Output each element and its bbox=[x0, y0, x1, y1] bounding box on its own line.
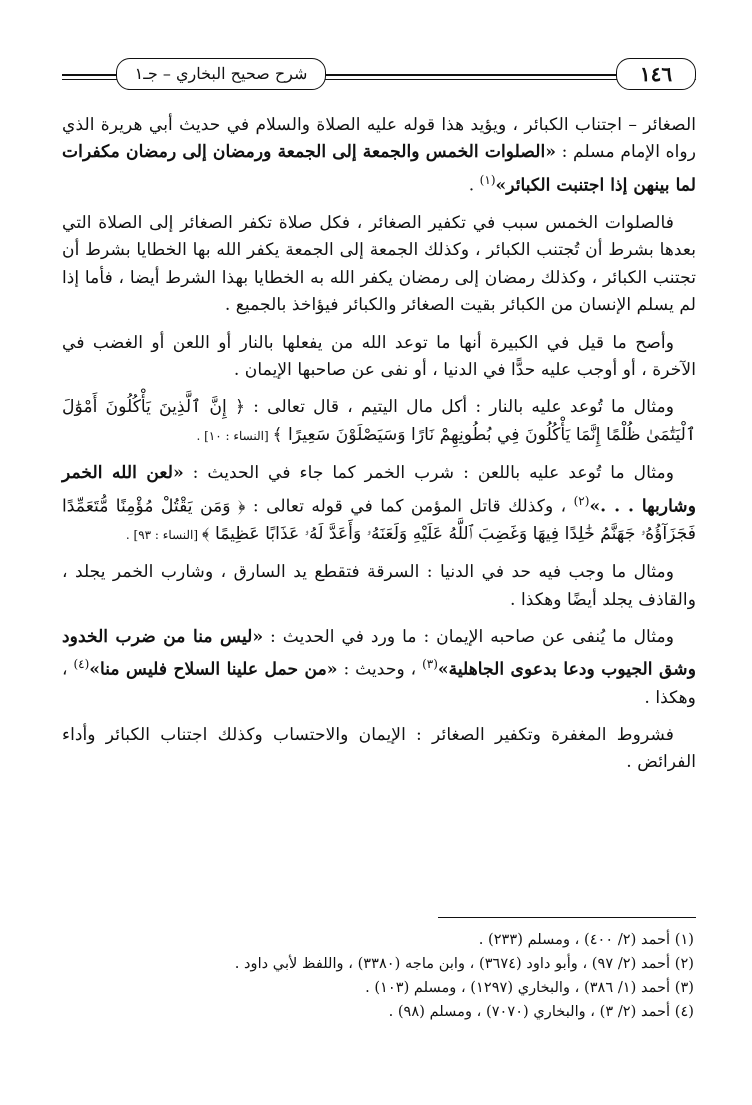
paragraph-4 bbox=[62, 394, 696, 450]
footnote-separator bbox=[438, 917, 696, 918]
paragraph-7-end: ، وهكذا . bbox=[62, 660, 696, 708]
page-body bbox=[62, 112, 696, 787]
footnote-ref-2: (٢) bbox=[573, 493, 590, 508]
hadith-quote: «الصلوات الخمس والجمعة إلى الجمعة ورمضان إلى رمضان مكفرات لما بينهن إذا اجتنبت الكبائر» bbox=[62, 142, 696, 196]
paragraph-5-text-2: ، وكذلك قاتل المؤمن كما في قوله تعالى : bbox=[245, 496, 574, 517]
footnote-ref-3: (٣) bbox=[422, 657, 438, 672]
paragraph-5 bbox=[62, 460, 696, 549]
footnote-3: (٣) أحمد (١/ ٣٨٦) ، والبخاري (١٢٩٧) ، ومسلم (١٠٣) . bbox=[365, 979, 694, 996]
paragraph-1-text: الصغائر – اجتناب الكبائر ، ويؤيد هذا قوله عليه الصلاة والسلام في حديث أبي هريرة الذي رواه الإمام مسلم : bbox=[62, 115, 696, 163]
paragraph-1 bbox=[62, 112, 696, 200]
page-number: ١٤٦ bbox=[616, 58, 696, 90]
paragraph-8: فشروط المغفرة وتكفير الصغائر : الإيمان والاحتساب وكذلك اجتناب الكبائر وأداء الفرائض . bbox=[62, 724, 696, 773]
verse-reference: [النساء : ٩٣] . bbox=[125, 527, 202, 542]
paragraph-5-text: ومثال ما تُوعد عليه باللعن : شرب الخمر كما جاء في الحديث : bbox=[183, 463, 674, 484]
footnote-4: (٤) أحمد (٢/ ٣) ، والبخاري (٧٠٧٠) ، ومسلم (٩٨) . bbox=[388, 1003, 694, 1020]
paragraph-7-text: ومثال ما يُنفى عن صاحبه الإيمان : ما ورد في الحديث : bbox=[263, 626, 674, 647]
paragraph-2: فالصلوات الخمس سبب في تكفير الصغائر ، فكل صلاة تكفر الصغائر إلى الصلاة التي بعدها بشرط أن تُجتنب الكبائر ، وكذلك الجمعة إلى الجمعة يكفر الله بها الخطايا بشرط أن تجتنب الكبائر ، وكذلك رمضان إلى رمضان يكفر الله به الخطايا بهذا الشرط أيضا ، فأما إذا لم يسلم الإنسان من الكبائر بقيت الصغائر والكبائر فيؤاخذ بالجميع . bbox=[62, 212, 696, 316]
paragraph-6: ومثال ما وجب فيه حد في الدنيا : السرقة فتقطع يد السارق ، وشارب الخمر يجلد ، والقاذف يجلد أيضًا وهكذا . bbox=[62, 562, 696, 610]
footnote-ref-4: (٤) bbox=[73, 657, 90, 672]
quran-verse: ﴿ وَمَن يَقْتُلْ مُؤْمِنًا مُّتَعَمِّدًا فَجَزَآؤُهُۥ جَهَنَّمُ خَٰلِدًا فِيهَا وَغَضِبَ ٱللَّهُ عَلَيْهِ وَلَعَنَهُۥ وَأَعَدَّ لَهُۥ عَذَابًا عَظِيمًا ﴾ bbox=[62, 496, 696, 544]
quran-verse: ﴿ إِنَّ ٱلَّذِينَ يَأْكُلُونَ أَمْوَٰلَ ٱلْيَتَٰمَىٰ ظُلْمًا إِنَّمَا يَأْكُلُونَ فِي بُطُونِهِمْ نَارًا وَسَيَصْلَوْنَ سَعِيرًا ﴾ bbox=[62, 397, 696, 445]
paragraph-3: وأصح ما قيل في الكبيرة أنها ما توعد الله من يفعلها بالنار أو اللعن أو الغضب في الآخرة ، أو أوجب عليه حدًّا في الدنيا ، أو نفى عن صاحبها الإيمان . bbox=[62, 332, 696, 380]
book-title: شرح صحيح البخاري – جـ١ bbox=[116, 58, 326, 90]
footnote-1: (١) أحمد (٢/ ٤٠٠) ، ومسلم (٢٣٣) . bbox=[478, 931, 694, 948]
page-header bbox=[62, 58, 696, 92]
paragraph-4-text: ومثال ما تُوعد عليه بالنار : أكل مال اليتيم ، قال تعالى : bbox=[245, 397, 675, 418]
footnotes bbox=[62, 928, 698, 1024]
footnote-2: (٢) أحمد (٢/ ٩٧) ، وأبو داود (٣٦٧٤) ، وابن ماجه (٣٣٨٠) ، واللفظ لأبي داود . bbox=[234, 955, 694, 972]
hadith-quote: «من حمل علينا السلاح فليس منا» bbox=[89, 660, 338, 681]
hadith-quote: «ليس منا من ضرب الخدود وشق الجيوب ودعا بدعوى الجاهلية» bbox=[62, 626, 696, 681]
verse-reference: [النساء : ١٠] . bbox=[196, 428, 273, 443]
paragraph-7-text-2: ، وحديث : bbox=[337, 660, 423, 681]
hadith-quote: «لعن الله الخمر وشاربها . . .» bbox=[62, 463, 697, 517]
paragraph-1-end: . bbox=[468, 175, 480, 196]
paragraph-7 bbox=[62, 624, 696, 712]
footnote-ref-1: (١) bbox=[479, 172, 496, 187]
